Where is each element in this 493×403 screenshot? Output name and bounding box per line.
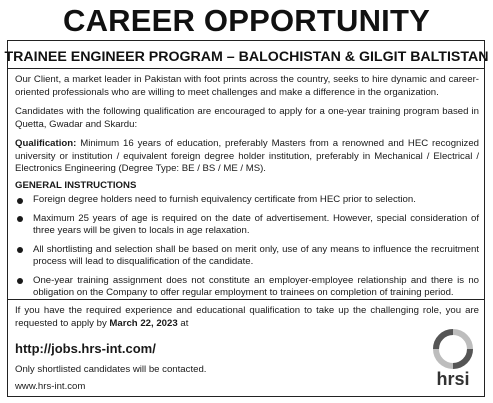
list-item [15, 275, 479, 300]
list-item [15, 213, 479, 238]
apply-suffix: at [177, 317, 189, 329]
bullet-icon [17, 216, 23, 222]
page-heading: CAREER OPPORTUNITY [62, 3, 431, 38]
candidates-paragraph: Candidates with the following qualification are encouraged to apply for a one-year training program based in Quetta, Gwadar and Skardu: [15, 106, 479, 130]
instructions-title: GENERAL INSTRUCTIONS [15, 180, 137, 191]
apply-paragraph [15, 305, 479, 330]
bullet-icon [17, 247, 23, 253]
bullet-icon [17, 278, 23, 284]
hrsi-logo [423, 329, 483, 393]
instruction-text: Maximum 25 years of age is required on the date of advertisement. However, special consideration of three years will be given to locals in age relaxation. [33, 212, 479, 236]
title-divider [7, 68, 485, 69]
qualification-paragraph [15, 138, 479, 176]
apply-divider [7, 299, 485, 300]
list-item [15, 244, 479, 269]
apply-link[interactable]: http://jobs.hrs-int.com/ [15, 341, 156, 356]
instruction-text: Foreign degree holders need to furnish equivalency certificate from HEC prior to selection. [33, 194, 416, 205]
apply-deadline: March 22, 2023 [109, 317, 178, 329]
intro-paragraph: Our Client, a market leader in Pakistan with foot prints across the country, seeks to hire dynamic and career-oriented professionals who are willing to meet challenges and make a difference in the organization. [15, 74, 479, 98]
bullet-icon [17, 198, 23, 204]
website-link[interactable]: www.hrs-int.com [15, 381, 86, 392]
instruction-text: All shortlisting and selection shall be based on merit only, use of any means to influence the recruitment process will lead to disqualification of the candidate. [33, 243, 479, 267]
logo-ring-icon [423, 329, 483, 373]
instructions-list [15, 194, 479, 306]
instruction-text: One-year training assignment does not constitute an employer-employee relationship and there is no obligation on the Company to offer regular employment to trainees on completion of training period. [33, 274, 479, 298]
logo-text: hrsi [436, 369, 470, 389]
list-item [15, 194, 479, 207]
shortlist-note: Only shortlisted candidates will be contacted. [15, 364, 207, 375]
qualification-text: Minimum 16 years of education, preferably Masters from a renowned and HEC recognized university or institution / equivalent foreign degree holder institution, preferably in Mechanical / Electrical / Electronics Engineering (Degree Type: BE / BS / ME / MS). [15, 138, 479, 174]
apply-text: If you have the required experience and educational qualification to take up the challenging role, you are requested to apply by [15, 305, 479, 329]
program-title: TRAINEE ENGINEER PROGRAM – BALOCHISTAN & GILGIT BALTISTAN [4, 49, 489, 65]
qualification-label: Qualification: [15, 138, 77, 149]
